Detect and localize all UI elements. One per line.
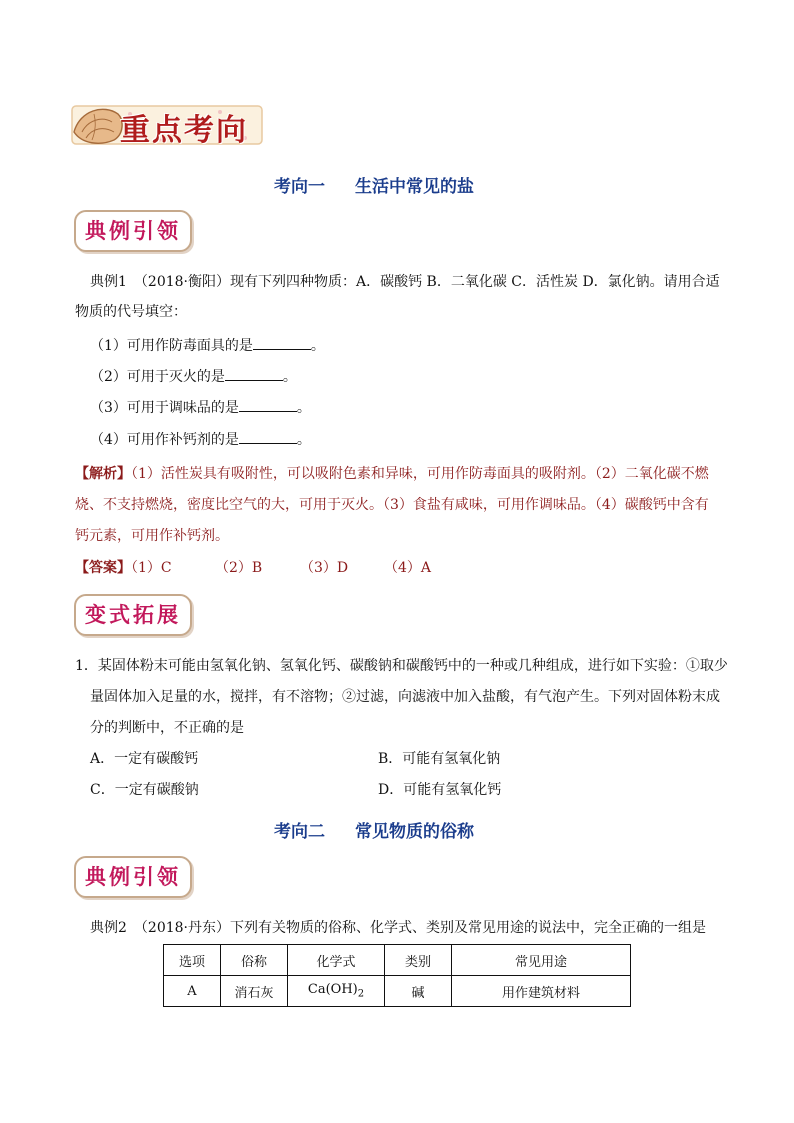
example-label-2: 典例引领 [74,856,192,898]
banner-title: 重点考向 [120,113,248,148]
table-header-row [164,945,631,976]
question-3: （3）可用于调味品的是 。 [90,400,311,416]
example-label-1: 典例引领 [74,210,192,252]
variant-option-c: C．一定有碳酸钠 [90,782,199,798]
section-heading-1-title: 生活中常见的盐 [355,177,474,197]
table-header-cell: 化学式 [288,945,385,976]
answer-1: （1）C [124,560,172,576]
table-header-cell: 俗称 [221,945,288,976]
table-header-cell: 类别 [385,945,452,976]
table-cell-use: 用作建筑材料 [452,976,631,1007]
variant-line-2: 量固体加入足量的水，搅拌，有不溶物；②过滤，向滤液中加入盐酸，有气泡产生。下列对固体粉末成 [90,689,720,705]
section-heading-2-number: 考向二 [274,822,325,842]
analysis-tag: 【解析】 [75,466,131,482]
answer-2: （2）B [215,560,263,576]
example-1-line-2: 物质的代号填空： [75,304,187,320]
answer-line [75,558,131,578]
section-heading-1 [274,172,474,197]
answer-blank-2 [225,367,283,381]
answer-blank-4 [239,430,297,444]
question-2: （2）可用于灭火的是 。 [90,369,297,385]
section-heading-1-number: 考向一 [274,177,325,197]
table-row [164,976,631,1007]
table-cell-category: 碱 [385,976,452,1007]
analysis-line-1: 【解析】（1）活性炭具有吸附性，可以吸附色素和异味，可用作防毒面具的吸附剂。（2）二氧化碳不燃 [75,466,709,482]
variant-option-a: A．一定有碳酸钙 [90,751,199,767]
variant-option-d: D．可能有氢氧化钙 [378,782,502,798]
answer-4: （4）A [384,560,432,576]
variant-label: 变式拓展 [74,594,192,636]
analysis-line-2: 烧、不支持燃烧，密度比空气的大，可用于灭火。（3）食盐有咸味，可用作调味品。（4）碳酸钙中含有 [75,497,709,513]
section-heading-2-title: 常见物质的俗称 [355,822,474,842]
variant-line-3: 分的判断中，不正确的是 [90,720,244,736]
answer-3: （3）D [300,560,349,576]
question-1: （1）可用作防毒面具的是 。 [90,338,325,354]
table-cell-formula: $Ca(OH)_2$ [288,976,385,1007]
analysis-line-3: 钙元素，可用作补钙剂。 [75,528,229,544]
answer-blank-1 [253,336,311,350]
example-2-line-1: 典例2 （2018·丹东）下列有关物质的俗称、化学式、类别及常见用途的说法中，完全正确的一组是 [90,920,706,936]
answer-tag: 【答案】 [75,560,131,576]
section-heading-2 [274,817,474,842]
variant-line-1: 1．某固体粉末可能由氢氧化钠、氢氧化钙、碳酸钠和碳酸钙中的一种或几种组成，进行如下实验：①取少 [75,658,728,674]
options-table [163,944,631,1007]
question-4: （4）可用作补钙剂的是 。 [90,432,311,448]
variant-option-b: B．可能有氢氧化钠 [378,751,501,767]
table-header-cell: 选项 [164,945,221,976]
table-cell-option: A [164,976,221,1007]
table-cell-name: 消石灰 [221,976,288,1007]
example-1-line-1: 典例1 （2018·衡阳）现有下列四种物质：A．碳酸钙 B．二氧化碳 C．活性炭 D．氯化钠。请用合适 [90,274,720,290]
table-header-cell: 常见用途 [452,945,631,976]
answer-blank-3 [239,398,297,412]
